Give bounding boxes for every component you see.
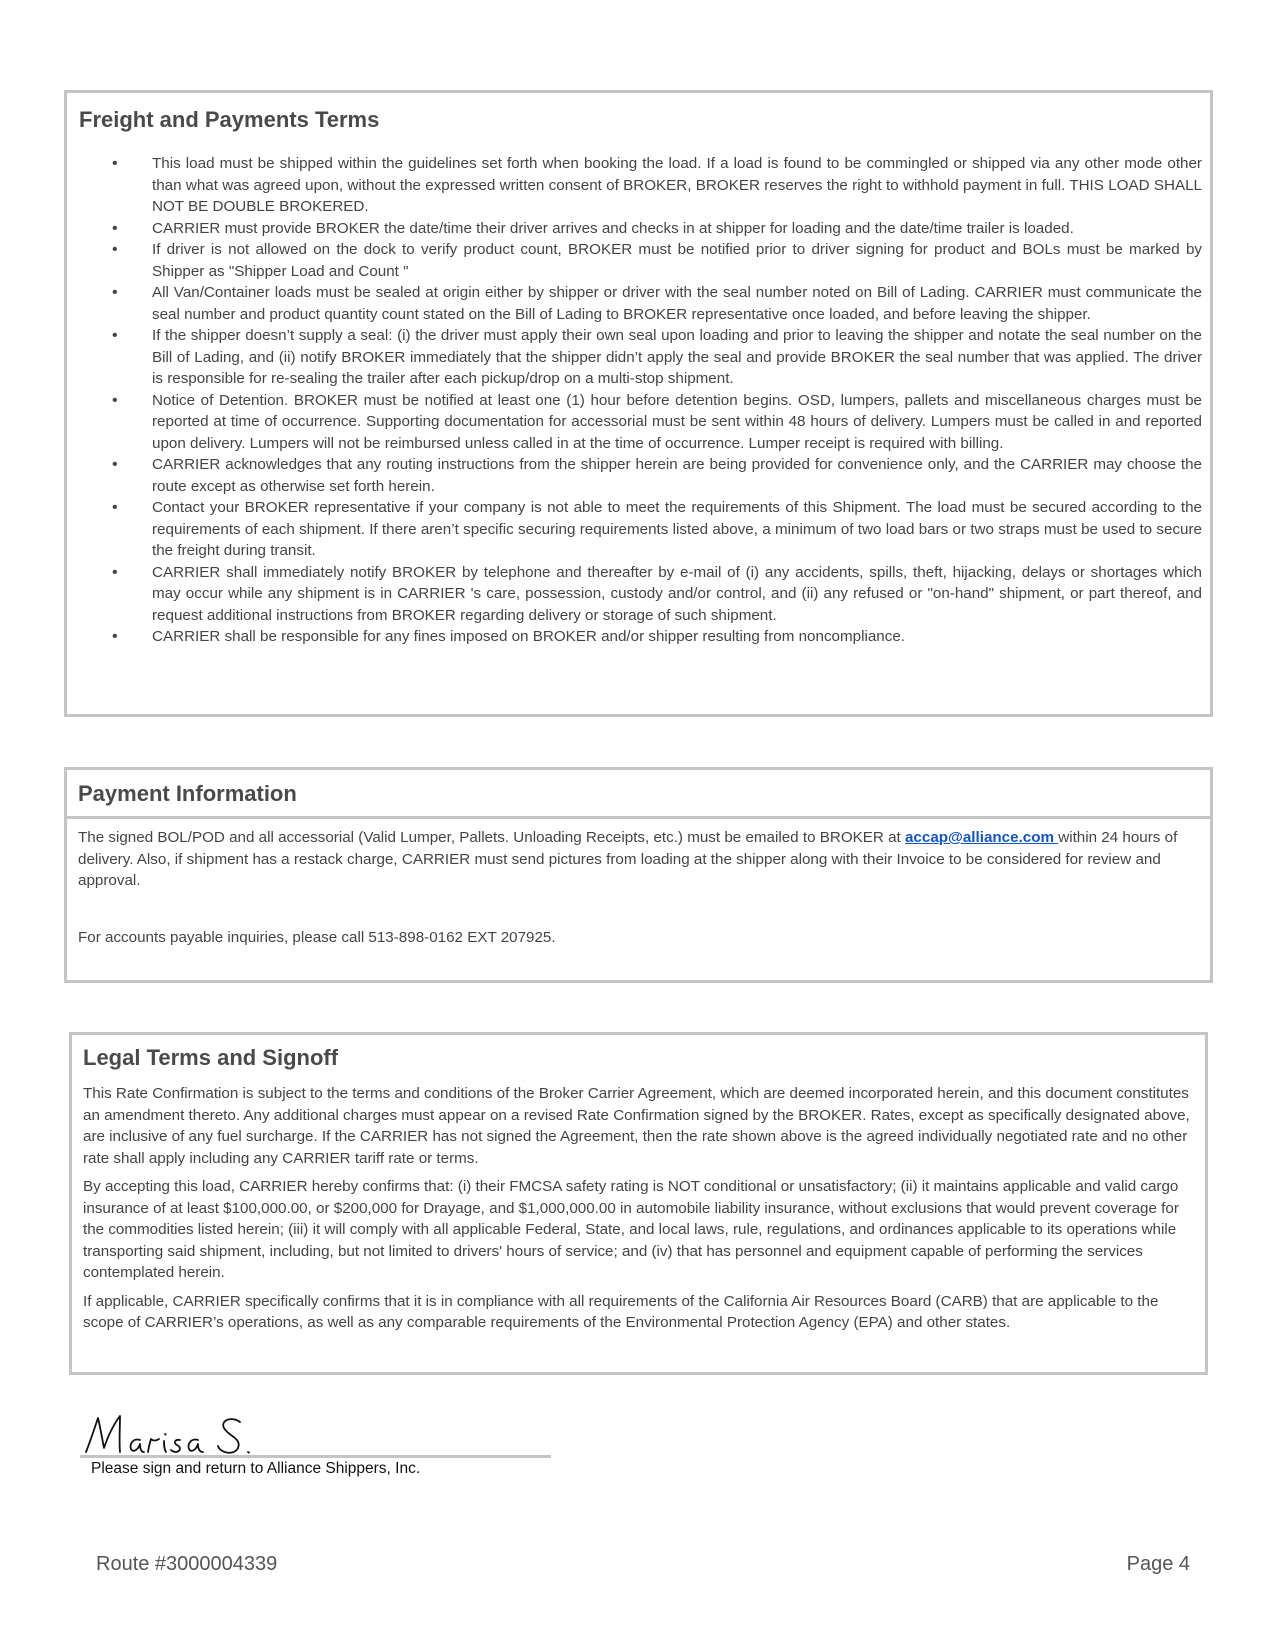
freight-term-text: CARRIER shall be responsible for any fines imposed on BROKER and/or shipper resulting from noncompliance. <box>152 628 905 645</box>
handwritten-signature <box>80 1408 550 1460</box>
legal-paragraph: This Rate Confirmation is subject to the terms and conditions of the Broker Carrier Agreement, which are deemed incorporated herein, and this document constitutes an amendment thereto. Any additional charges must appear on a revised Rate Confirmation signed by the BROKER. Rates, except as specifically designated above, are inclusive of any fuel surcharge. If the CARRIER has not signed the Agreement, then the rate shown above is the agreed individually negotiated rate and no other rate shall apply including any CARRIER tariff rate or terms. <box>83 1085 1190 1167</box>
list-item <box>112 454 1202 497</box>
payment-text-after-email: within 24 hours of delivery. Also, if shipment has a restack charge, CARRIER must send pictures from loading at the shipper along with their Invoice to be considered for review and approval. <box>78 829 1178 889</box>
signature-caption: Please sign and return to Alliance Shippers, Inc. <box>91 1460 421 1477</box>
legal-terms-title: Legal Terms and Signoff <box>83 1045 339 1070</box>
bullet-icon: • <box>112 563 118 581</box>
freight-term-text: All Van/Container loads must be sealed at origin either by shipper or driver with the seal number noted on Bill of Lading. CARRIER must communicate the seal number and product quantity count stated on the Bill of Lading to BROKER representative once loaded, and before leaving the shipper. <box>152 284 1202 323</box>
bullet-icon: • <box>112 284 118 301</box>
payment-information-title: Payment Information <box>78 781 297 806</box>
bullet-icon: • <box>112 327 118 344</box>
list-item <box>112 626 1202 648</box>
list-item <box>112 153 1202 218</box>
bullet-icon: • <box>112 456 118 473</box>
bullet-icon: • <box>112 241 118 258</box>
list-item <box>112 218 1202 240</box>
payment-information-section <box>64 767 1213 983</box>
bullet-icon: • <box>112 155 118 172</box>
page-number: Page 4 <box>1126 1553 1190 1575</box>
list-item <box>112 282 1202 325</box>
legal-paragraph: By accepting this load, CARRIER hereby confirms that: (i) their FMCSA safety rating is NOT conditional or unsatisfactory; (ii) it maintains applicable and valid cargo insurance of at least $100,000.00, or $200,000 for Drayage, and $1,000,000.00 in automobile liability insurance, without exclusions that would prevent coverage for the commodities listed herein; (iii) it will comply with all applicable Federal, State, and local laws, rule, regulations, and ordinances applicable to its operations while transporting said shipment, including, but not limited to drivers' hours of service; and (iv) that has personnel and equipment capable of performing the services contemplated herein. <box>83 1178 1179 1281</box>
bullet-icon: • <box>112 219 118 237</box>
freight-term-text: If driver is not allowed on the dock to verify product count, BROKER must be notified prior to driver signing for product and BOLs must be marked by Shipper as "Shipper Load and Count " <box>152 241 1202 280</box>
freight-term-text: CARRIER must provide BROKER the date/time their driver arrives and checks in at shipper for loading and the date/time trailer is loaded. <box>152 219 1074 237</box>
legal-terms-body <box>72 1071 1205 1334</box>
freight-terms-list <box>112 153 1202 648</box>
route-number: Route #3000004339 <box>96 1553 278 1575</box>
payment-information-body <box>67 819 1210 948</box>
freight-term-text: Contact your BROKER representative if your company is not able to meet the requirements of this Shipment. The load must be secured according to the requirements of each shipment. If there aren’t specific securing requirements listed above, a minimum of two load bars or two straps must be used to secure the freight during transit. <box>152 499 1202 559</box>
legal-terms-section <box>69 1032 1208 1375</box>
signature-line <box>80 1455 551 1458</box>
list-item <box>112 239 1202 282</box>
list-item <box>112 325 1202 390</box>
payment-information-header <box>67 770 1210 819</box>
freight-terms-section <box>64 90 1213 717</box>
payment-text-before-email: The signed BOL/POD and all accessorial (Valid Lumper, Pallets. Unloading Receipts, etc.) must be emailed to BROKER at <box>78 829 905 846</box>
freight-term-text: CARRIER shall immediately notify BROKER by telephone and thereafter by e-mail of (i) any accidents, spills, theft, hijacking, delays or shortages which may occur while any shipment is in CARRIER 's care, possession, custody and/or control, and (ii) any refused or "on-hand" shipment, or part thereof, and request additional instructions from BROKER regarding delivery or storage of such shipment. <box>152 563 1202 624</box>
freight-term-text: This load must be shipped within the guidelines set forth when booking the load. If a load is found to be commingled or shipped via any other mode other than what was agreed upon, without the expressed written consent of BROKER, BROKER reserves the right to withhold payment in full. THIS LOAD SHALL NOT BE DOUBLE BROKERED. <box>152 155 1202 215</box>
bullet-icon: • <box>112 391 118 409</box>
bullet-icon: • <box>112 499 118 516</box>
list-item <box>112 562 1202 627</box>
legal-paragraph: If applicable, CARRIER specifically confirms that it is in compliance with all requirements of the California Air Resources Board (CARB) that are applicable to the scope of CARRIER’s operations, as well as any comparable requirements of the Environmental Protection Agency (EPA) and other states. <box>83 1292 1159 1331</box>
payment-instructions <box>78 827 1200 892</box>
freight-term-text: CARRIER acknowledges that any routing instructions from the shipper herein are being provided for convenience only, and the CARRIER may choose the route except as otherwise set forth herein. <box>152 456 1202 495</box>
freight-terms-title: Freight and Payments Terms <box>79 107 380 132</box>
freight-term-text: Notice of Detention. BROKER must be notified at least one (1) hour before detention begins. OSD, lumpers, pallets and miscellaneous charges must be reported at time of occurrence. Supporting documentation for accessorial must be sent within 48 hours of delivery. Lumpers must be called in and reported upon delivery. Lumpers will not be reimbursed unless called in at the time of occurrence. Lumper receipt is required with billing. <box>152 391 1202 452</box>
list-item <box>112 390 1202 455</box>
accounts-payable-contact: For accounts payable inquiries, please call 513-898-0162 EXT 207925. <box>78 928 556 946</box>
billing-email-link[interactable]: accap@alliance.com <box>904 829 1059 846</box>
list-item <box>112 497 1202 562</box>
bullet-icon: • <box>112 628 118 645</box>
freight-term-text: If the shipper doesn’t supply a seal: (i) the driver must apply their own seal upon loading and prior to leaving the shipper and notate the seal number on the Bill of Lading, and (ii) notify BROKER immediately that the shipper didn’t apply the seal and provide BROKER the seal number that was applied. The driver is responsible for re-sealing the trailer after each pickup/drop on a multi-stop shipment. <box>152 327 1202 387</box>
